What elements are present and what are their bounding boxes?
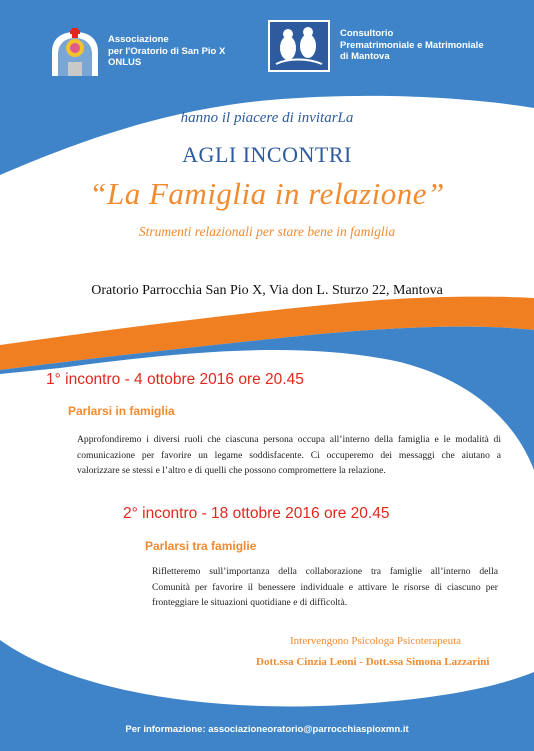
left-org-name (108, 34, 258, 69)
meeting-1-description (77, 432, 501, 479)
right-org-line: di Mantova (340, 51, 390, 62)
consultorio-logo-icon (268, 20, 330, 72)
venue-address: Oratorio Parrocchia San Pio X, Via don L. Sturzo 22, Mantova (91, 283, 443, 298)
meeting-1-topic: Parlarsi in famiglia (68, 404, 175, 418)
footer-contact: Per informazione: associazioneoratorio@parrocchiaspioxmn.it (125, 724, 409, 735)
oratorio-logo-icon (46, 26, 104, 78)
invite-text: hanno il piacere di invitarLa (180, 110, 354, 126)
description-line: valorizzare se stessi e l’altro e di quelli che possono compromettere la relazione. (77, 465, 386, 476)
meeting-2-title: 2° incontro - 18 ottobre 2016 ore 20.45 (123, 505, 390, 522)
speakers-label: Intervengono Psicologa Psicoterapeuta (290, 635, 462, 647)
description-line: Rifletteremo sull’importanza della collaborazione tra famiglie all’interno della (152, 566, 498, 577)
description-line: comunicazione per favorire un legame soddisfacente. Ci occuperemo dei messaggi che aiutano a (77, 449, 501, 461)
title-upper: AGLI INCONTRI (182, 142, 352, 167)
subtitle: Strumenti relazionali per stare bene in famiglia (138, 224, 396, 239)
description-line: fronteggiare le situazioni quotidiane e di difficoltà. (152, 597, 348, 608)
description-line: Approfondiremo i diversi ruoli che ciascuna persona occupa all’interno della famiglia e le modalità di (77, 434, 501, 445)
title-main: “La Famiglia in relazione” (89, 176, 445, 211)
left-org-line: per l'Oratorio di San Pio X (108, 45, 226, 57)
meeting-2-description (152, 564, 498, 611)
right-org-line: Prematrimoniale e Matrimoniale (340, 39, 484, 51)
right-org-line: Consultorio (340, 28, 394, 39)
speakers-names: Dott.ssa Cinzia Leoni - Dott.ssa Simona Lazzarini (256, 656, 490, 668)
meeting-2-topic: Parlarsi tra famiglie (145, 539, 257, 553)
left-org-line: ONLUS (108, 57, 142, 68)
right-org-name (340, 28, 510, 63)
meeting-1-title: 1° incontro - 4 ottobre 2016 ore 20.45 (46, 371, 304, 388)
left-org-line: Associazione (108, 34, 169, 45)
description-line: Comunità per favorire il benessere individuale e attivare le risorse di ciascuno per (152, 581, 498, 593)
